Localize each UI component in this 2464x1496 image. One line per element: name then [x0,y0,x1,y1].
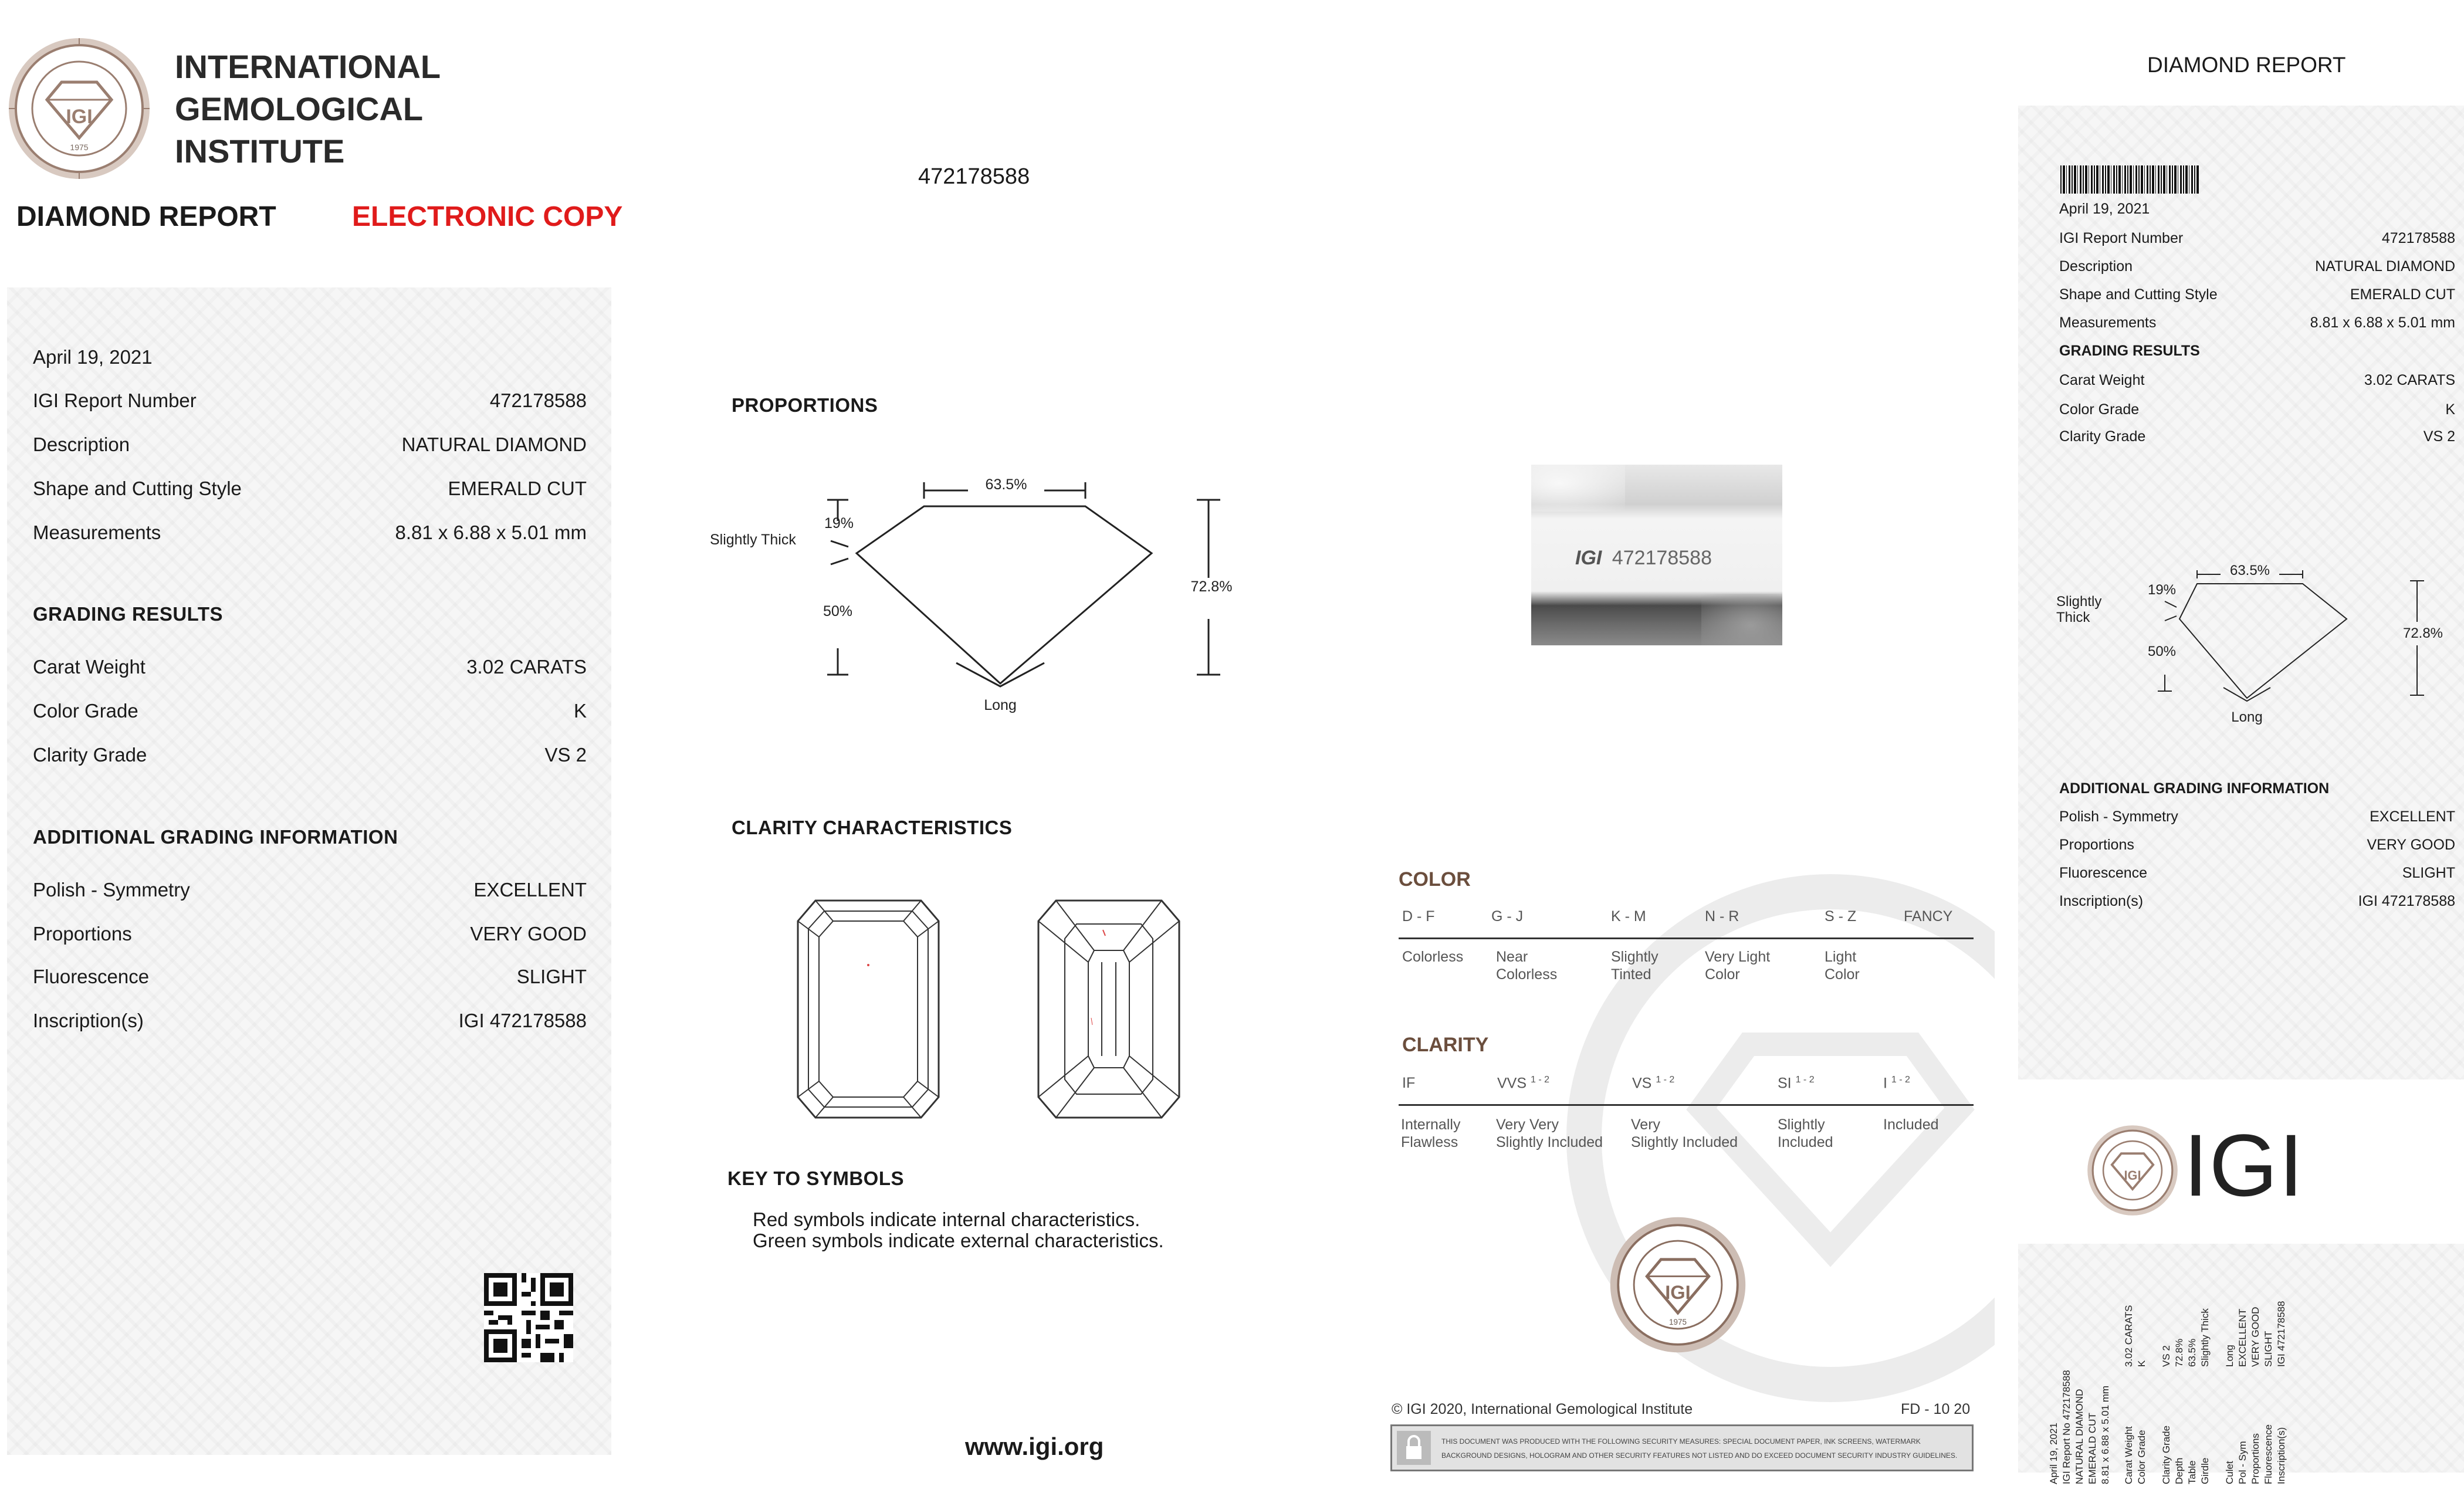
igi-seal-center [1607,1214,1748,1355]
clarity-desc: Very Very Slightly Included [1496,1116,1603,1150]
lock-icon [1397,1431,1431,1465]
additional-info-title: ADDITIONAL GRADING INFORMATION [33,826,398,848]
right-date: April 19, 2021 [2059,201,2150,217]
svg-text:Long: Long [2231,709,2263,725]
clarity-characteristics-title: CLARITY CHARACTERISTICS [732,817,1013,838]
seal-year: 1975 [70,143,89,152]
clarity-grade-si: SI $^{1 - 2}$ [1778,1075,1815,1092]
stub-col: VS 2 72.8% 63.5% Slightly Thick [2161,1308,2211,1367]
color-scale-divider [1399,937,1974,939]
right-field-row: Shape and Cutting Style EMERALD CUT [2059,286,2455,303]
svg-text:IGI: IGI [2124,1168,2141,1183]
clarity-scale-title: CLARITY [1402,1034,1489,1056]
right-igi-seal [2086,1123,2179,1217]
inscription-logo: IGI [1575,547,1602,569]
right-grading-row: Carat Weight 3.02 CARATS [2059,372,2455,388]
left-field-row: Shape and Cutting Style EMERALD CUT [33,478,587,499]
girdle-label: Slightly Thick [710,532,796,548]
report-title: DIAMOND REPORT [16,201,276,232]
clarity-plot-crown [792,895,945,1123]
clarity-desc: Slightly Included [1778,1116,1833,1150]
additional-row: Fluorescence SLIGHT [33,966,587,987]
inscription-photo [1531,465,1782,645]
culet-label: Long [984,697,1017,713]
stub-col: Long EXCELLENT VERY GOOD SLIGHT IGI 472178588 [2224,1301,2287,1367]
stub-rotated-block [2047,1255,2370,1484]
electronic-copy-label: ELECTRONIC COPY [352,201,623,232]
stub-col: April 19, 2021 IGI Report No 472178588 NATURAL DIAMOND EMERALD CUT 8.81 x 6.88 x 5.01 mm [2048,1370,2111,1484]
right-additional-row: Fluorescence SLIGHT [2059,865,2455,881]
right-report-title: DIAMOND REPORT [2147,53,2346,77]
svg-text:50%: 50% [2147,644,2177,659]
color-desc: Light Color [1825,949,1860,983]
security-line-2: BACKGROUND DESIGNS, HOLOGRAM AND OTHER SECURITY FEATURES NOT LISTED AND DO EXCEED DOCUMENT SECURITY INDUSTRY GUIDELINES. [1441,1451,1958,1460]
svg-text:19%: 19% [2147,582,2177,598]
form-code: FD - 10 20 [1901,1401,1971,1417]
org-name [175,46,441,172]
color-grade-n-r: N - R [1705,908,1739,925]
right-grading-row: Clarity Grade VS 2 [2059,428,2455,445]
additional-row: Proportions VERY GOOD [33,923,587,945]
clarity-grade-vs: VS $^{1 - 2}$ [1632,1075,1675,1092]
right-grading-row: Color Grade K [2059,401,2455,418]
key-line-internal: Red symbols indicate internal characteristics. [753,1209,1140,1230]
key-line-external: Green symbols indicate external characteristics. [753,1230,1164,1251]
stub-col: Carat Weight Color Grade [2123,1426,2147,1484]
org-name-line3: INSTITUTE [175,133,345,170]
color-grade-k-m: K - M [1611,908,1646,925]
depth-percent: 72.8% [1190,578,1233,595]
svg-text:IGI: IGI [66,106,93,128]
barcode [2060,165,2199,194]
website-link[interactable]: www.igi.org [965,1433,1104,1460]
igi-seal-logo [6,35,153,182]
grading-row: Carat Weight 3.02 CARATS [33,656,587,678]
proportions-title: PROPORTIONS [732,394,878,416]
right-girdle-line1: Slightly [2056,594,2102,610]
report-number-value: 472178588 [489,390,587,411]
crown-percent: 19% [824,515,854,532]
right-field-row: Description NATURAL DIAMOND [2059,258,2455,275]
color-grade-s-z: S - Z [1825,908,1857,925]
report-number-header: 472178588 [918,164,1030,189]
color-desc: Slightly Tinted [1611,949,1659,983]
right-field-row: Measurements 8.81 x 6.88 x 5.01 mm [2059,314,2455,331]
right-additional-row: Inscription(s) IGI 472178588 [2059,893,2455,909]
additional-row: Inscription(s) IGI 472178588 [33,1010,587,1031]
grading-row: Color Grade K [33,700,587,722]
inscription-number: 472178588 [1612,547,1712,569]
color-grade-fancy: FANCY [1904,908,1953,925]
svg-text:IGI: IGI [1665,1281,1691,1303]
svg-text:63.5%: 63.5% [2229,563,2270,578]
right-additional-row: Proportions VERY GOOD [2059,837,2455,853]
security-banner [1390,1424,1974,1471]
right-additional-title: ADDITIONAL GRADING INFORMATION [2059,780,2330,797]
clarity-grade-if: IF [1402,1075,1416,1091]
right-girdle-line2: Thick [2056,610,2090,625]
left-field-row: Measurements 8.81 x 6.88 x 5.01 mm [33,522,587,543]
right-proportions-diagram [2056,557,2455,727]
pavilion-percent: 50% [823,603,853,620]
color-grade-g-j: G - J [1491,908,1524,925]
color-desc: Very Light Color [1705,949,1771,983]
svg-text:72.8%: 72.8% [2402,625,2443,641]
right-igi-brand: IGI [2184,1116,2305,1214]
security-line-1: THIS DOCUMENT WAS PRODUCED WITH THE FOLLOWING SECURITY MEASURES: SPECIAL DOCUMENT PAPER, INK SCREENS, WATERMARK [1441,1437,1921,1446]
stub-col: Clarity Grade Depth Table Girdle [2161,1425,2211,1484]
table-percent: 63.5% [985,476,1027,493]
clarity-scale-divider [1399,1104,1974,1106]
color-desc: Colorless [1402,949,1464,965]
right-additional-row: Polish - Symmetry EXCELLENT [2059,808,2455,825]
org-name-line2: GEMOLOGICAL [175,90,424,127]
clarity-grade-i: I $^{1 - 2}$ [1883,1075,1910,1092]
org-name-line1: INTERNATIONAL [175,48,441,85]
color-scale-title: COLOR [1399,868,1471,891]
qr-code[interactable] [484,1273,573,1362]
left-field-row: Description NATURAL DIAMOND [33,434,587,455]
stub-col: Culet Pol - Sym Proportions Fluorescence Inscription(s) [2224,1424,2287,1484]
grading-row: Clarity Grade VS 2 [33,744,587,766]
clarity-desc: Very Slightly Included [1631,1116,1738,1150]
grading-results-title: GRADING RESULTS [33,603,224,625]
svg-text:1975: 1975 [1669,1318,1687,1327]
right-field-row: IGI Report Number 472178588 [2059,230,2455,246]
left-field-row: IGI Report Number 472178588 [33,390,587,411]
report-date: April 19, 2021 [33,346,153,368]
clarity-grade-vvs: VVS $^{1 - 2}$ [1497,1075,1549,1092]
color-grade-d-f: D - F [1402,908,1435,925]
additional-row: Polish - Symmetry EXCELLENT [33,879,587,901]
right-grading-title: GRADING RESULTS [2059,343,2200,359]
color-desc: Near Colorless [1496,949,1558,983]
stub-col: 3.02 CARATS K [2123,1305,2147,1367]
key-to-symbols-title: KEY TO SYMBOLS [727,1167,905,1189]
proportions-diagram [710,469,1250,727]
clarity-desc: Included [1883,1116,1939,1133]
copyright-text: © IGI 2020, International Gemological Institute [1392,1401,1693,1417]
clarity-plot-pavilion [1033,895,1185,1123]
clarity-desc: Internally Flawless [1401,1116,1461,1150]
